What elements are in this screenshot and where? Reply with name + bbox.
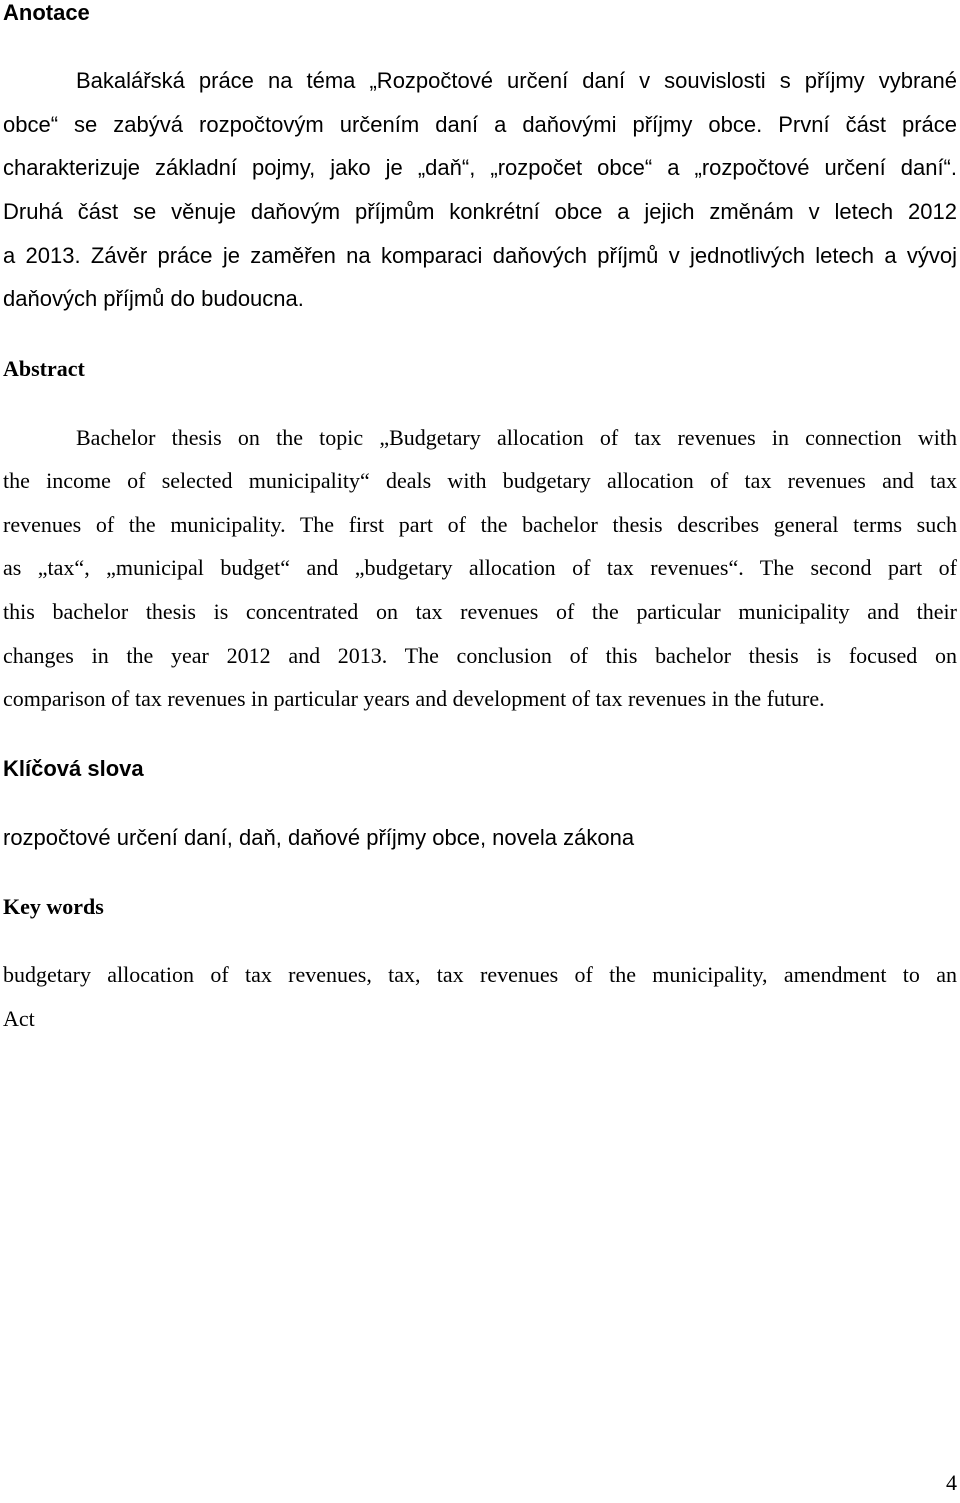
page-number: 4 [946, 1470, 957, 1495]
abstract-line: as „tax“, „municipal budget“ and „budgetary allocation of tax revenues“. The second part of [3, 555, 957, 580]
abstract-line: the income of selected municipality“ deals with budgetary allocation of tax revenues and tax [3, 468, 957, 493]
anotace-line: daňových příjmů do budoucna. [3, 286, 304, 311]
abstract-line: revenues of the municipality. The first part of the bachelor thesis describes general terms such [3, 512, 957, 537]
anotace-heading: Anotace [3, 0, 90, 25]
abstract-line: Bachelor thesis on the topic „Budgetary allocation of tax revenues in connection with [76, 425, 957, 450]
key-words-line: Act [3, 1006, 35, 1031]
klicova-slova-text: rozpočtové určení daní, daň, daňové příjmy obce, novela zákona [3, 825, 635, 850]
abstract-line: this bachelor thesis is concentrated on tax revenues of the particular municipality and their [3, 599, 957, 624]
anotace-line: Druhá část se věnuje daňovým příjmům konkrétní obce a jejich změnám v letech 2012 [3, 199, 957, 224]
klicova-slova-heading: Klíčová slova [3, 756, 144, 781]
anotace-line: obce“ se zabývá rozpočtovým určením daní a daňovými příjmy obce. První část práce [3, 112, 957, 137]
anotace-line: a 2013. Závěr práce je zaměřen na komparaci daňových příjmů v jednotlivých letech a vývoj [3, 243, 957, 268]
abstract-line: comparison of tax revenues in particular years and development of tax revenues in the future. [3, 686, 825, 711]
anotace-line: Bakalářská práce na téma „Rozpočtové určení daní v souvislosti s příjmy vybrané [76, 68, 957, 93]
abstract-heading: Abstract [3, 356, 85, 381]
key-words-heading: Key words [3, 894, 104, 919]
key-words-line: budgetary allocation of tax revenues, tax, tax revenues of the municipality, amendment to an [3, 962, 957, 987]
anotace-line: charakterizuje základní pojmy, jako je „daň“, „rozpočet obce“ a „rozpočtové určení daní“. [3, 155, 957, 180]
abstract-line: changes in the year 2012 and 2013. The conclusion of this bachelor thesis is focused on [3, 643, 957, 668]
